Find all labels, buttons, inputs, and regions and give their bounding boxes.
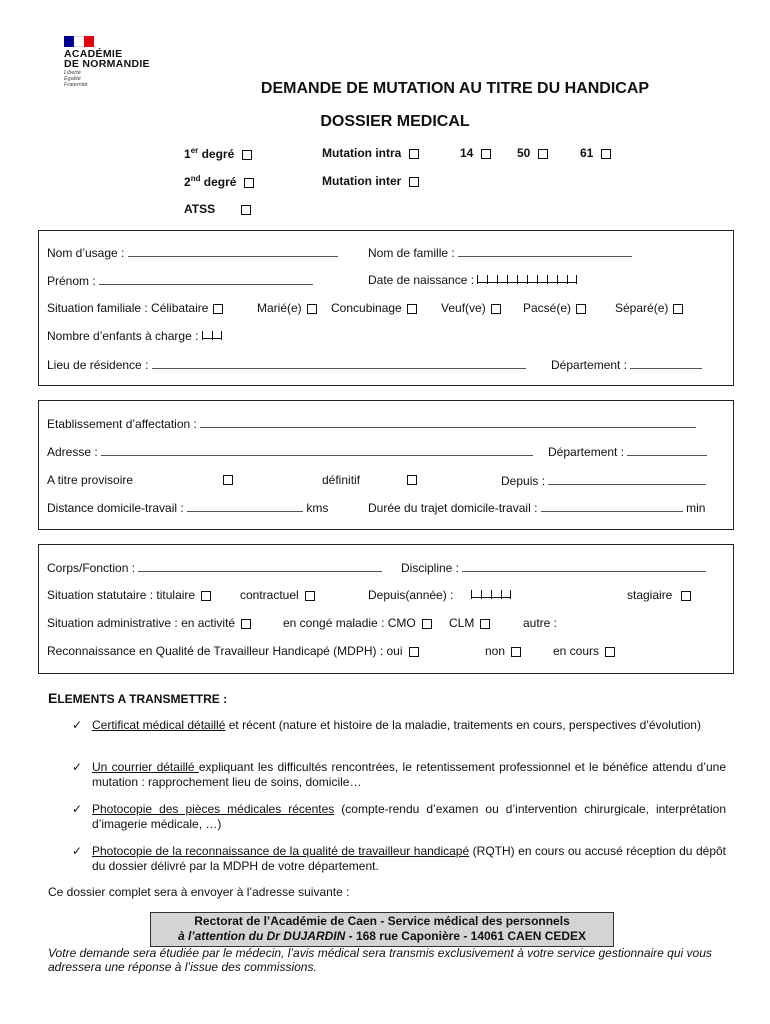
check-icon: ✓ [72, 718, 83, 732]
elements-title-initial: E [48, 690, 58, 706]
corps-field[interactable] [47, 560, 382, 575]
pacse-label: Pacsé(e) [523, 301, 572, 315]
option-mutation-intra[interactable] [322, 146, 419, 160]
send-instructions: Ce dossier complet sera à envoyer à l’adresse suivante : [48, 885, 350, 899]
address-attention: à l’attention du Dr DUJARDIN [177, 929, 346, 943]
distance-field[interactable] [47, 500, 328, 515]
first-degree-sup: er [190, 146, 199, 155]
academy-logo-name: ACADÉMIE DE NORMANDIE [64, 48, 150, 70]
lieu-residence-field[interactable] [47, 357, 526, 372]
veuf-checkbox[interactable] [491, 304, 501, 314]
kms-unit: kms [306, 501, 329, 515]
discipline-field[interactable] [401, 560, 706, 575]
adresse-label: Adresse : [47, 445, 98, 459]
distance-input[interactable] [187, 500, 303, 512]
clm-label: CLM [449, 616, 475, 630]
depuis-annee-field[interactable] [368, 588, 511, 602]
second-degree-sup: nd [190, 174, 201, 183]
situation-veuf[interactable] [441, 301, 501, 315]
departement-residence-input[interactable] [630, 357, 702, 369]
item-underlined: Certificat médical détaillé [92, 718, 226, 732]
titulaire-checkbox[interactable] [201, 591, 211, 601]
concubinage-checkbox[interactable] [407, 304, 417, 314]
check-icon: ✓ [72, 844, 83, 858]
prenom-field[interactable] [47, 273, 313, 288]
final-note: Votre demande sera étudiée par le médecin, l’avis médical sera transmis exclusivement à votre service gestionnaire qui vous adressera une réponse à l’issue des commissions. [48, 946, 712, 974]
distance-label: Distance domicile-travail : [47, 501, 184, 515]
nom-famille-field[interactable] [368, 245, 632, 260]
second-degree-label: 2 [184, 175, 191, 189]
nom-usage-field[interactable] [47, 245, 338, 260]
elements-title-rest: LEMENTS A TRANSMETTRE : [57, 692, 228, 706]
dept-14-checkbox[interactable] [481, 149, 491, 159]
first-degree-checkbox[interactable] [242, 150, 252, 160]
contractuel-label: contractuel [240, 588, 299, 602]
pacse-checkbox[interactable] [576, 304, 586, 314]
item-underlined: Un courrier détaillé [92, 760, 199, 774]
lieu-residence-input[interactable] [152, 357, 526, 369]
statutaire-titulaire[interactable] [47, 588, 211, 602]
dept-50-checkbox[interactable] [538, 149, 548, 159]
item-underlined: Photocopie de la reconnaissance de la qualité de travailleur handicapé [92, 844, 470, 858]
marie-checkbox[interactable] [307, 304, 317, 314]
contractuel-checkbox[interactable] [305, 591, 315, 601]
non-label: non [485, 644, 506, 658]
situation-concubinage[interactable] [331, 301, 417, 315]
departement-work-label: Département : [548, 445, 625, 459]
list-item [72, 760, 726, 792]
situation-separe[interactable] [615, 301, 683, 315]
check-icon: ✓ [72, 760, 83, 774]
prenom-input[interactable] [99, 273, 313, 285]
departement-work-input[interactable] [627, 444, 707, 456]
etablissement-label: Etablissement d’affectation : [47, 417, 197, 431]
provisoire-checkbox[interactable] [223, 475, 233, 485]
statutaire-stagiaire[interactable] [627, 588, 691, 602]
dept-61-checkbox[interactable] [601, 149, 611, 159]
first-degree-label: 1 [184, 147, 191, 161]
date-naissance-field[interactable] [368, 273, 577, 287]
corps-label: Corps/Fonction : [47, 561, 136, 575]
administrative-cmo[interactable] [283, 616, 432, 630]
mutation-intra-checkbox[interactable] [409, 149, 419, 159]
adresse-input[interactable] [101, 444, 533, 456]
nom-famille-input[interactable] [458, 245, 632, 257]
address-line-1: Rectorat de l’Académie de Caen - Service médical des personnels [194, 914, 570, 928]
item-text: (RQTH) en cours ou accusé réception du dépôt du dossier délivré par la MDPH de votre département. [92, 844, 727, 873]
address-line-2 [151, 929, 613, 944]
second-degree-suffix: degré [200, 175, 237, 189]
first-degree-suffix: degré [198, 147, 235, 161]
item-text: et récent (nature et histoire de la maladie, traitements en cours, perspectives d’évolution) [225, 718, 701, 732]
page-subtitle: DOSSIER MEDICAL [320, 113, 470, 130]
marie-label: Marié(e) [257, 301, 302, 315]
definitif-checkbox[interactable] [407, 475, 417, 485]
check-icon: ✓ [72, 802, 83, 816]
min-unit: min [686, 501, 706, 515]
rqth-oui-checkbox[interactable] [409, 647, 419, 657]
option-dept-61[interactable] [580, 146, 611, 160]
nom-usage-input[interactable] [128, 245, 338, 257]
marianne-flag-icon [64, 36, 94, 47]
administrative-label: Situation administrative : en activité [47, 616, 236, 630]
departement-residence-label: Département : [551, 358, 628, 372]
mutation-inter-label: Mutation inter [322, 174, 402, 188]
atss-checkbox[interactable] [241, 205, 251, 215]
option-dept-50[interactable] [517, 146, 548, 160]
mutation-intra-label: Mutation intra [322, 146, 402, 160]
rqth-non[interactable] [485, 644, 521, 658]
atss-label: ATSS [184, 202, 216, 216]
prenom-label: Prénom : [47, 274, 96, 288]
administrative-activite[interactable] [47, 616, 251, 630]
item-underlined: Photocopie des pièces médicales récentes [92, 802, 335, 816]
rqth-non-checkbox[interactable] [511, 647, 521, 657]
lieu-residence-label: Lieu de résidence : [47, 358, 149, 372]
etablissement-field[interactable] [47, 416, 696, 431]
duree-field[interactable] [368, 500, 705, 515]
depuis-input[interactable] [548, 473, 706, 485]
page-title: DEMANDE DE MUTATION AU TITRE DU HANDICAP [260, 80, 650, 97]
celibataire-checkbox[interactable] [213, 304, 223, 314]
statutaire-label: Situation statutaire : titulaire [47, 588, 196, 602]
option-atss[interactable] [184, 202, 251, 216]
nombre-enfants-label: Nombre d’enfants à charge : [47, 329, 199, 343]
cmo-checkbox[interactable] [422, 619, 432, 629]
option-mutation-inter[interactable] [322, 174, 419, 188]
second-degree-checkbox[interactable] [244, 178, 254, 188]
en-cours-label: en cours [553, 644, 600, 658]
statutaire-contractuel[interactable] [240, 588, 315, 602]
nom-famille-label: Nom de famille : [368, 246, 455, 260]
mutation-inter-checkbox[interactable] [409, 177, 419, 187]
option-first-degree[interactable] [184, 146, 252, 161]
situation-celibataire[interactable] [47, 301, 223, 315]
duree-input[interactable] [541, 500, 683, 512]
list-item [72, 718, 726, 750]
corps-input[interactable] [138, 560, 382, 572]
clm-checkbox[interactable] [480, 619, 490, 629]
stagiaire-checkbox[interactable] [681, 591, 691, 601]
discipline-input[interactable] [462, 560, 706, 572]
depuis-annee-label: Depuis(année) : [368, 588, 454, 602]
stagiaire-label: stagiaire [627, 588, 673, 602]
address-street: - 168 rue Caponière - 14061 CAEN CEDEX [345, 929, 587, 943]
date-naissance-input[interactable] [477, 273, 577, 283]
address-box [150, 912, 614, 947]
departement-residence-field[interactable] [551, 357, 702, 372]
nombre-enfants-field[interactable] [47, 329, 222, 343]
veuf-label: Veuf(ve) [441, 301, 486, 315]
date-naissance-label: Date de naissance : [368, 273, 475, 287]
list-item [72, 844, 726, 876]
rqth-oui[interactable] [47, 644, 419, 658]
option-dept-14[interactable] [460, 146, 491, 160]
nombre-enfants-input[interactable] [202, 329, 222, 339]
item-text: expliquant les difficultés rencontrées, le retentissement professionnel et le bénéfice attendu d’une mutation : rapprochement lieu de soins, domicile… [92, 760, 726, 789]
nom-usage-label: Nom d’usage : [47, 246, 125, 260]
separe-checkbox[interactable] [673, 304, 683, 314]
etablissement-input[interactable] [200, 416, 696, 428]
activite-checkbox[interactable] [241, 619, 251, 629]
conge-label: en congé maladie : CMO [283, 616, 416, 630]
discipline-label: Discipline : [401, 561, 460, 575]
dept-50-label: 50 [517, 146, 531, 160]
elements-title [48, 690, 227, 706]
item-text: (compte-rendu d’examen ou d’intervention chirurgicale, interprétation d’imagerie médicale, …) [92, 802, 726, 831]
dept-14-label: 14 [460, 146, 474, 160]
situation-pacse[interactable] [523, 301, 586, 315]
separe-label: Séparé(e) [615, 301, 669, 315]
adresse-field[interactable] [47, 444, 533, 459]
rqth-en-cours[interactable] [553, 644, 615, 658]
concubinage-label: Concubinage [331, 301, 402, 315]
definitif-label: définitif [322, 473, 361, 487]
rqth-en-cours-checkbox[interactable] [605, 647, 615, 657]
duree-label: Durée du trajet domicile-travail : [368, 501, 538, 515]
list-item [72, 802, 726, 834]
option-second-degree[interactable] [184, 174, 254, 189]
situation-marie[interactable] [257, 301, 317, 315]
depuis-label: Depuis : [501, 474, 546, 488]
autre-label: autre : [523, 616, 558, 630]
republic-motto: Liberté Égalité Fraternité [64, 70, 88, 88]
administrative-clm[interactable] [449, 616, 490, 630]
departement-work-field[interactable] [548, 444, 707, 459]
rqth-label: Reconnaissance en Qualité de Travailleur Handicapé (MDPH) : oui [47, 644, 403, 658]
depuis-annee-input[interactable] [471, 588, 511, 598]
situation-familiale-label: Situation familiale : Célibataire [47, 301, 209, 315]
provisoire-label: A titre provisoire [47, 473, 134, 487]
depuis-field[interactable] [501, 473, 706, 488]
dept-61-label: 61 [580, 146, 594, 160]
